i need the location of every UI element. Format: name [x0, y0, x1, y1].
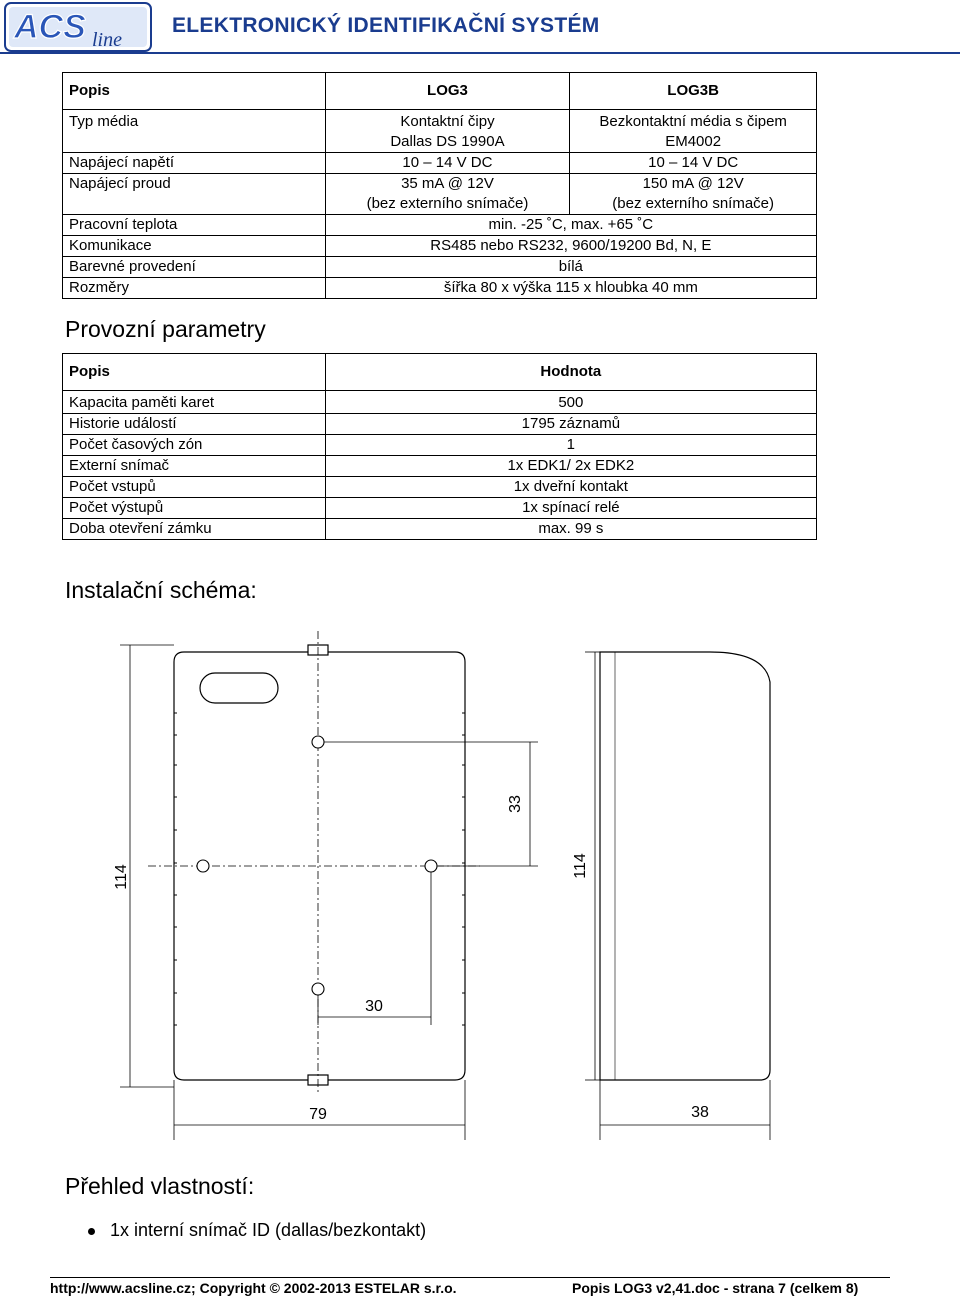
section-title-params: Provozní parametry: [65, 316, 266, 342]
params-table: [62, 353, 817, 540]
footer-copyright: http://www.acsline.cz; Copyright © 2002-2013 ESTELAR s.r.o.: [50, 1280, 457, 1296]
dim-label-height-front: 114: [113, 864, 130, 890]
table-row: [63, 236, 817, 257]
cell-value: 10 – 14 V DC: [325, 153, 570, 174]
cell-line: 35 mA @ 12V: [401, 175, 494, 192]
cell-line: EM4002: [665, 133, 722, 150]
table-row: [63, 391, 817, 414]
header-cell: Popis: [63, 73, 326, 110]
table-row: [63, 456, 817, 477]
header-cell: Hodnota: [325, 354, 816, 391]
cell-value: max. 99 s: [325, 519, 816, 540]
row-label: Pracovní teplota: [63, 215, 326, 236]
table-row: [63, 477, 817, 498]
list-item-text: 1x interní snímač ID (dallas/bezkontakt): [110, 1220, 427, 1240]
row-label: Historie událostí: [63, 414, 326, 435]
list-item: [88, 1220, 426, 1241]
installation-diagram: [60, 625, 820, 1145]
logo-subtext: line: [92, 29, 122, 51]
header-title: ELEKTRONICKÝ IDENTIFIKAČNÍ SYSTÉM: [172, 14, 600, 37]
cell-line: (bez externího snímače): [612, 195, 775, 212]
cell-value: 1x EDK1/ 2x EDK2: [325, 456, 816, 477]
section-title-scheme: Instalační schéma:: [65, 577, 257, 603]
mount-hole-bottom: [312, 983, 324, 995]
footer-rule: [50, 1277, 890, 1278]
cell-value: 10 – 14 V DC: [570, 153, 817, 174]
front-view-slot: [200, 673, 278, 703]
bullet-icon: [88, 1228, 95, 1235]
table-row: [63, 174, 817, 215]
row-label: Počet vstupů: [63, 477, 326, 498]
table-row: [63, 278, 817, 299]
cell-line: Dallas DS 1990A: [390, 133, 505, 150]
cell-line: Kontaktní čipy: [400, 113, 495, 130]
cell-value: RS485 nebo RS232, 9600/19200 Bd, N, E: [325, 236, 816, 257]
cell-line: 150 mA @ 12V: [642, 175, 744, 192]
cell-value: [570, 110, 817, 153]
side-view-outline: [600, 652, 770, 1080]
header-rule: [0, 52, 960, 54]
table-row: [63, 414, 817, 435]
cell-value: min. -25 ˚C, max. +65 ˚C: [325, 215, 816, 236]
table-header-row: [63, 73, 817, 110]
row-label: Typ média: [63, 110, 326, 153]
mount-hole-right: [425, 860, 437, 872]
mount-hole-left: [197, 860, 209, 872]
header-cell: LOG3: [325, 73, 570, 110]
spec-table: [62, 72, 817, 299]
row-label: Napájecí napětí: [63, 153, 326, 174]
cell-value: šířka 80 x výška 115 x hloubka 40 mm: [325, 278, 816, 299]
row-label: Napájecí proud: [63, 174, 326, 215]
dim-label-width: 79: [309, 1106, 327, 1123]
row-label: Barevné provedení: [63, 257, 326, 278]
cell-value: [325, 110, 570, 153]
acs-line-logo: [4, 2, 152, 52]
table-row: [63, 215, 817, 236]
cell-value: 1x dveřní kontakt: [325, 477, 816, 498]
row-label: Kapacita paměti karet: [63, 391, 326, 414]
cell-line: (bez externího snímače): [366, 195, 529, 212]
cell-value: 1x spínací relé: [325, 498, 816, 519]
dim-label-depth: 38: [691, 1104, 709, 1121]
cell-value: [325, 174, 570, 215]
header-cell: LOG3B: [570, 73, 817, 110]
table-header-row: [63, 354, 817, 391]
row-label: Externí snímač: [63, 456, 326, 477]
table-row: [63, 435, 817, 456]
footer-page-info: Popis LOG3 v2,41.doc - strana 7 (celkem 8): [572, 1280, 859, 1296]
row-label: Doba otevření zámku: [63, 519, 326, 540]
features-list: [88, 1220, 426, 1241]
dim-label-33: 33: [507, 795, 524, 813]
cell-value: 500: [325, 391, 816, 414]
table-row: [63, 257, 817, 278]
row-label: Komunikace: [63, 236, 326, 257]
table-row: [63, 110, 817, 153]
row-label: Počet výstupů: [63, 498, 326, 519]
cell-value: 1795 záznamů: [325, 414, 816, 435]
table-row: [63, 498, 817, 519]
table-row: [63, 519, 817, 540]
section-title-features: Přehled vlastností:: [65, 1173, 255, 1199]
row-label: Počet časových zón: [63, 435, 326, 456]
row-label: Rozměry: [63, 278, 326, 299]
logo-text: ACS: [14, 8, 86, 46]
table-row: [63, 153, 817, 174]
dim-label-30: 30: [365, 998, 383, 1015]
header-cell: Popis: [63, 354, 326, 391]
cell-value: bílá: [325, 257, 816, 278]
cell-value: 1: [325, 435, 816, 456]
mount-hole-top: [312, 736, 324, 748]
dim-label-height-side: 114: [572, 853, 589, 879]
cell-line: Bezkontaktní média s čipem: [599, 113, 787, 130]
cell-value: [570, 174, 817, 215]
